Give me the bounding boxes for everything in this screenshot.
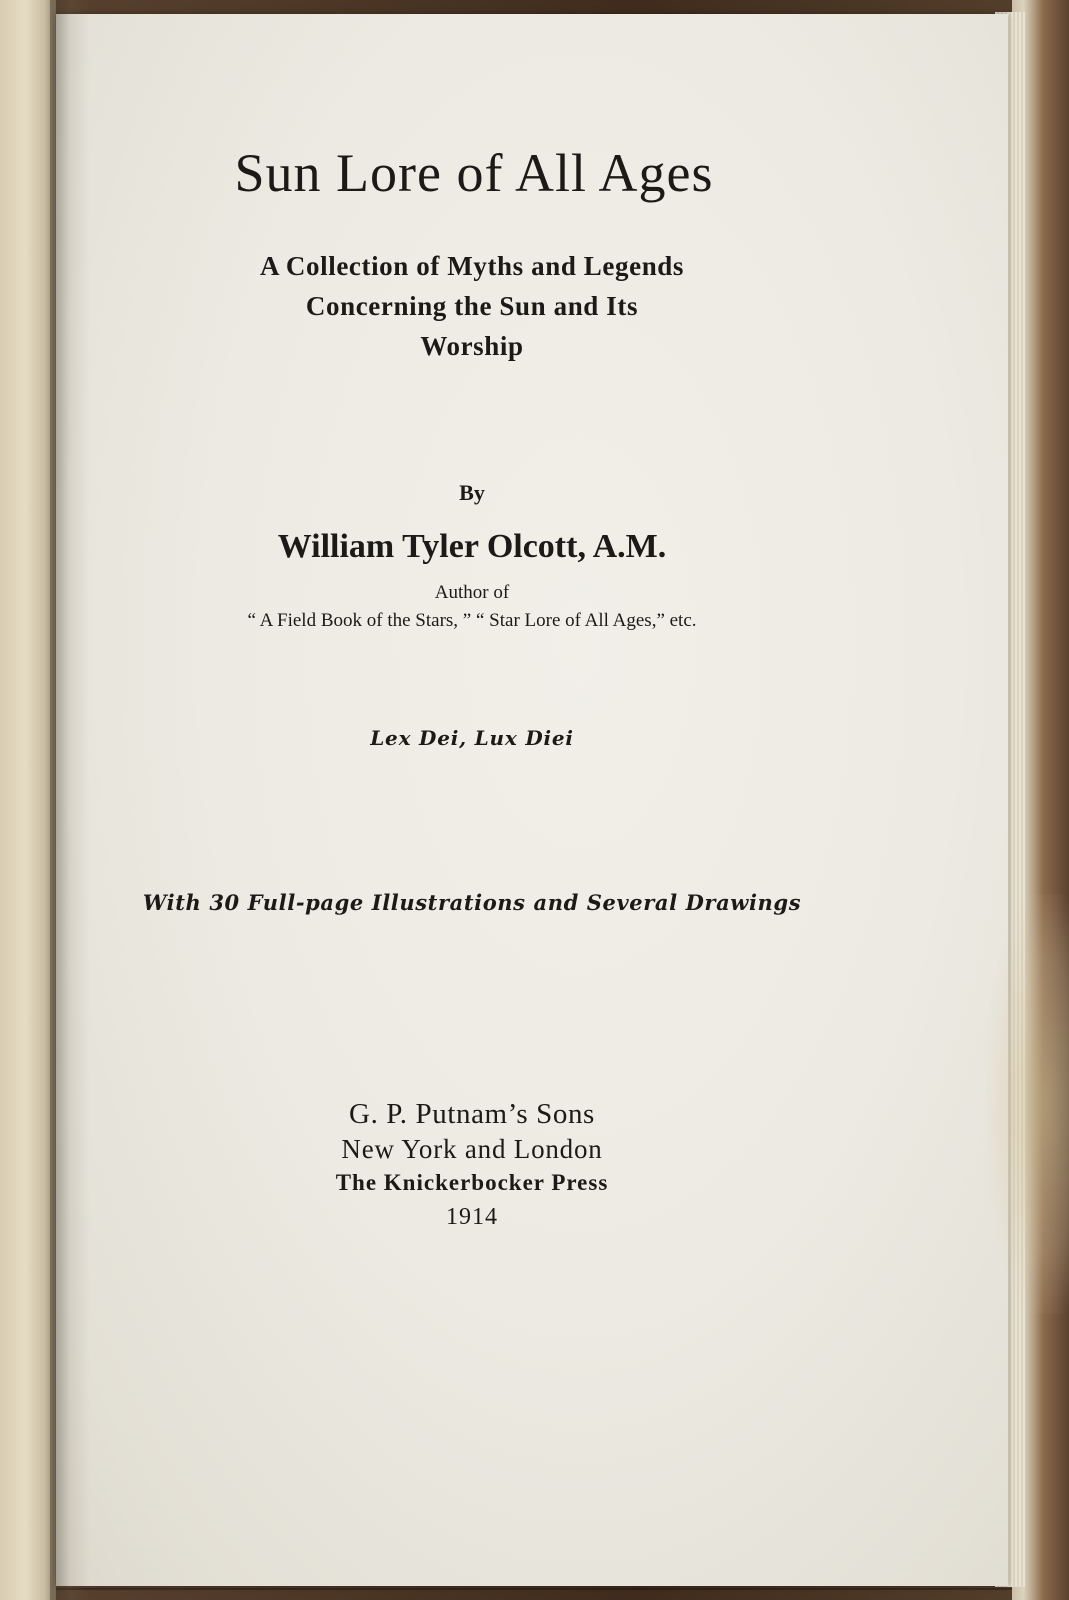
- author-name: William Tyler Olcott, A.M.: [277, 528, 667, 565]
- book-title: Sun Lore of All Ages: [234, 143, 714, 203]
- left-facing-page: [0, 0, 56, 1600]
- subtitle-line: Concerning the Sun and Its: [305, 291, 639, 321]
- subtitle-line: Worship: [420, 331, 524, 361]
- author-of-label: Author of: [434, 582, 510, 603]
- title-page: [56, 14, 1008, 1586]
- publisher-name: G. P. Putnam’s Sons: [349, 1098, 595, 1130]
- press-name: The Knickerbocker Press: [335, 1170, 609, 1195]
- publisher-place: New York and London: [341, 1134, 603, 1164]
- book-gutter-shadow: [50, 0, 90, 1600]
- table-plank-seam: [0, 1588, 1069, 1590]
- subtitle-line: A Collection of Myths and Legends: [259, 251, 685, 281]
- paper-foxing-stain: [986, 894, 1069, 1314]
- book-subtitle: [0, 246, 948, 366]
- by-label: By: [459, 480, 485, 505]
- motto: Lex Dei, Lux Diei: [370, 726, 574, 750]
- other-works: “ A Field Book of the Stars, ” “ Star Lore of All Ages,” etc.: [247, 610, 697, 631]
- illustrations-note: With 30 Full-page Illustrations and Several Drawings: [142, 890, 802, 915]
- publication-year: 1914: [446, 1204, 498, 1230]
